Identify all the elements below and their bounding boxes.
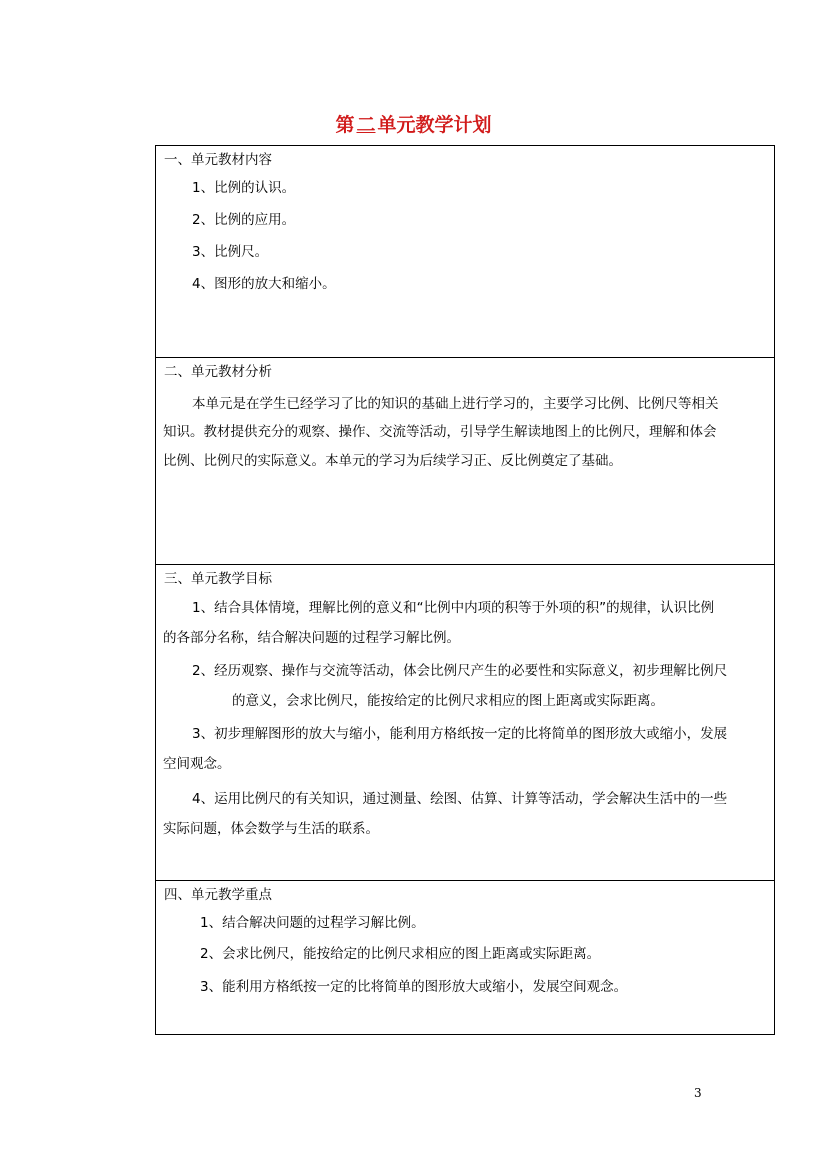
list-item: 4、图形的放大和缩小。 bbox=[192, 276, 336, 292]
list-item: 3、比例尺。 bbox=[192, 244, 269, 260]
section-objectives bbox=[156, 564, 774, 880]
paragraph-line: 的各部分名称，结合解决问题的过程学习解比例。 bbox=[163, 630, 460, 646]
plan-table bbox=[155, 145, 775, 1035]
list-item: 3、能利用方格纸按一定的比将简单的图形放大或缩小，发展空间观念。 bbox=[200, 979, 628, 995]
paragraph-line: 空间观念。 bbox=[163, 756, 231, 772]
page-number: 3 bbox=[694, 1086, 702, 1100]
paragraph-line: 实际问题，体会数学与生活的联系。 bbox=[163, 821, 379, 837]
page-title bbox=[0, 110, 827, 137]
title-suffix: 单元教学计划 bbox=[377, 114, 492, 136]
section-key-points bbox=[156, 880, 774, 1034]
paragraph-line: 2、经历观察、操作与交流等活动，体会比例尺产生的必要性和实际意义，初步理解比例尺 bbox=[192, 663, 728, 679]
section-heading: 一、单元教材内容 bbox=[164, 152, 272, 168]
paragraph-line: 3、初步理解图形的放大与缩小，能利用方格纸按一定的比将简单的图形放大或缩小，发展 bbox=[192, 726, 728, 742]
section-heading: 四、单元教学重点 bbox=[164, 887, 272, 903]
section-heading: 三、单元教学目标 bbox=[164, 571, 272, 587]
section-analysis bbox=[156, 357, 774, 564]
list-item: 2、会求比例尺，能按给定的比例尺求相应的图上距离或实际距离。 bbox=[200, 946, 601, 962]
title-unit-number: 二 bbox=[356, 114, 376, 136]
list-item: 1、结合解决问题的过程学习解比例。 bbox=[200, 915, 425, 931]
paragraph-line: 的意义，会求比例尺，能按给定的比例尺求相应的图上距离或实际距离。 bbox=[232, 693, 664, 709]
list-item: 1、比例的认识。 bbox=[192, 180, 296, 196]
paragraph-line: 知识。教材提供充分的观察、操作、交流等活动，引导学生解读地图上的比例尺，理解和体会 bbox=[163, 424, 717, 440]
section-content bbox=[156, 146, 774, 357]
paragraph-line: 本单元是在学生已经学习了比的知识的基础上进行学习的，主要学习比例、比例尺等相关 bbox=[192, 396, 719, 412]
paragraph-line: 4、运用比例尺的有关知识，通过测量、绘图、估算、计算等活动，学会解决生活中的一些 bbox=[192, 791, 728, 807]
section-heading: 二、单元教材分析 bbox=[164, 364, 272, 380]
paragraph-line: 1、结合具体情境，理解比例的意义和“比例中内项的积等于外项的积”的规律，认识比例 bbox=[192, 600, 715, 616]
title-prefix: 第 bbox=[335, 114, 355, 136]
list-item: 2、比例的应用。 bbox=[192, 212, 296, 228]
paragraph-line: 比例、比例尺的实际意义。本单元的学习为后续学习正、反比例奠定了基础。 bbox=[163, 453, 622, 469]
